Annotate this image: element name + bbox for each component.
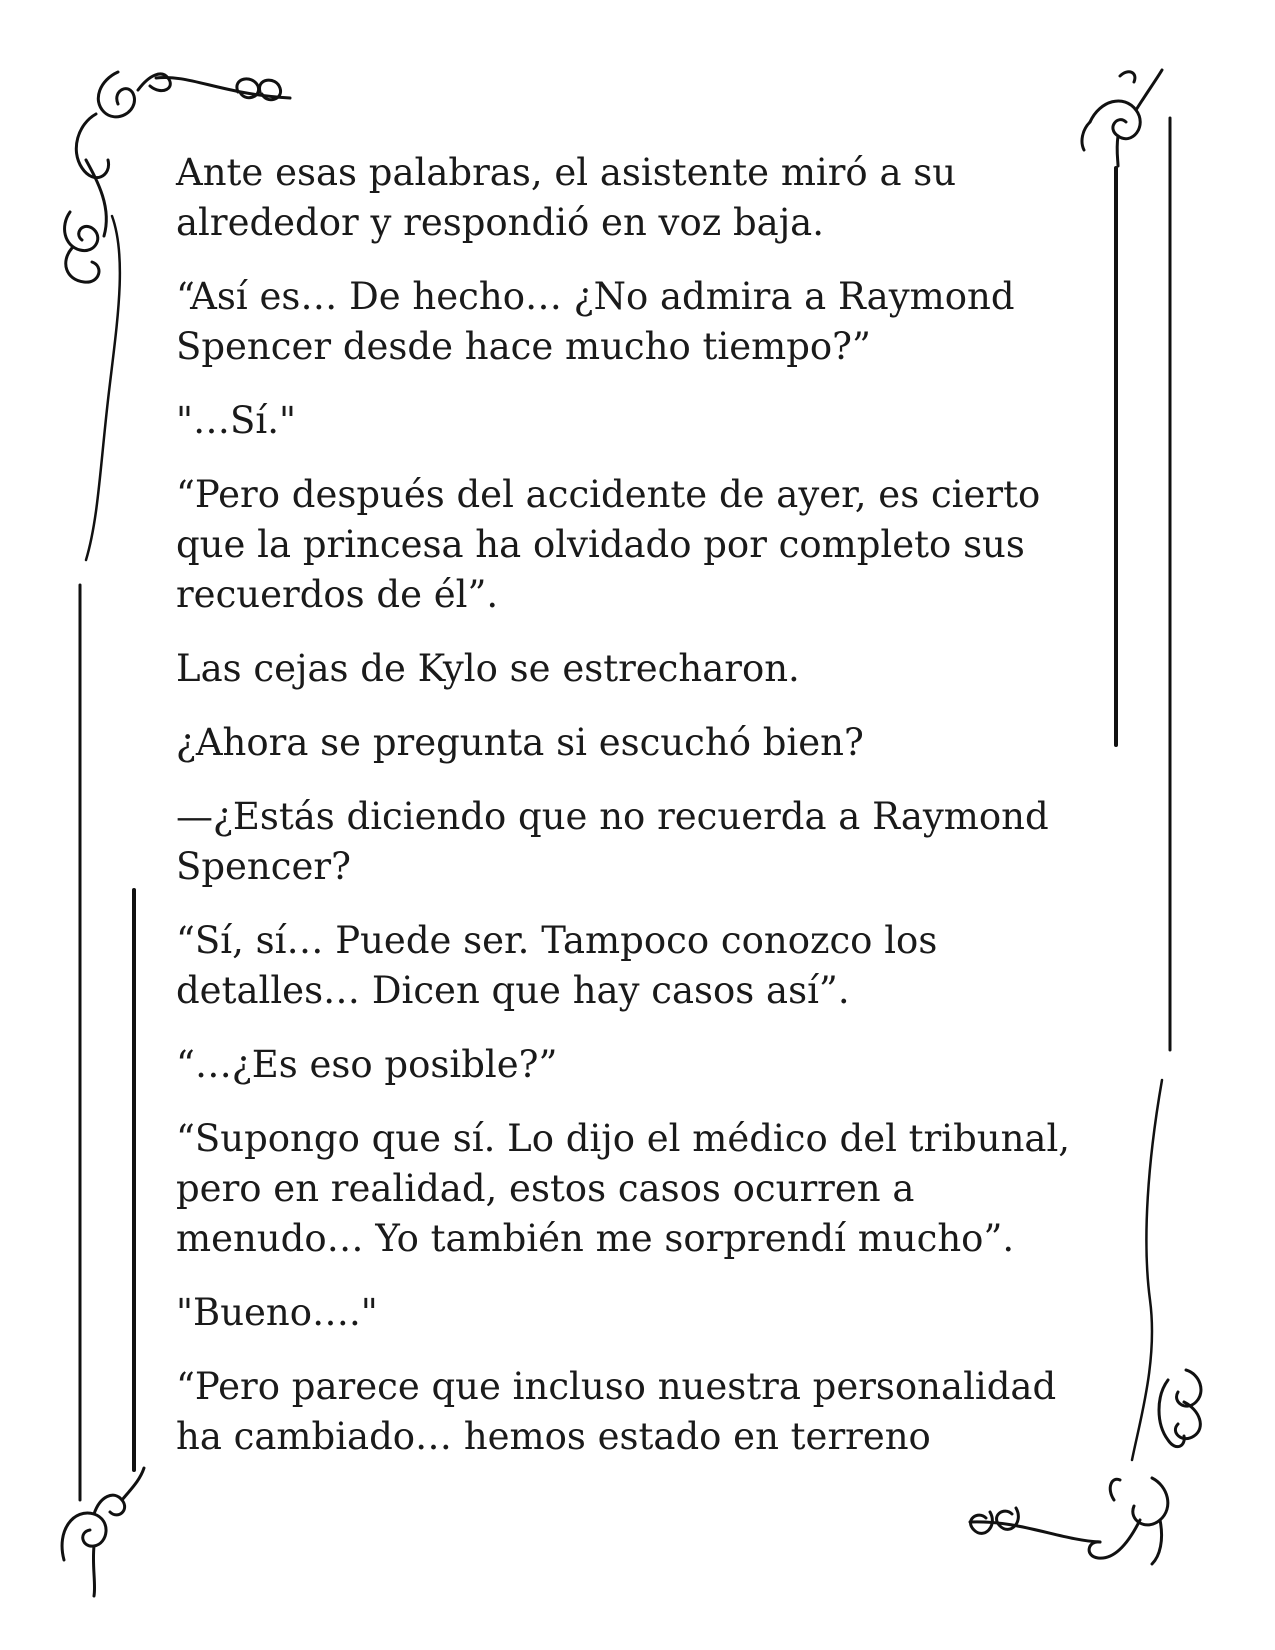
paragraph: “Supongo que sí. Lo dijo el médico del tribunal, pero en realidad, estos casos ocurren a menudo… Yo también me sorprendí mucho”. bbox=[176, 1117, 1071, 1260]
paragraph: “Así es… De hecho… ¿No admira a Raymond Spencer desde hace mucho tiempo?” bbox=[176, 275, 1015, 368]
paragraph: “Pero parece que incluso nuestra personalidad ha cambiado… hemos estado en terreno bbox=[176, 1365, 1057, 1458]
paragraph: —¿Estás diciendo que no recuerda a Raymond Spencer? bbox=[176, 795, 1049, 888]
flourish-bottom-left bbox=[62, 1468, 144, 1596]
paragraph: "Bueno…." bbox=[176, 1291, 378, 1334]
paragraph: "…Sí." bbox=[176, 399, 296, 442]
paragraph: ¿Ahora se pregunta si escuchó bien? bbox=[176, 721, 864, 764]
paragraph: “…¿Es eso posible?” bbox=[176, 1043, 558, 1086]
paragraph: “Sí, sí… Puede ser. Tampoco conozco los detalles… Dicen que hay casos así”. bbox=[176, 919, 938, 1012]
paragraph: Las cejas de Kylo se estrecharon. bbox=[176, 647, 800, 690]
paragraph: “Pero después del accidente de ayer, es cierto que la princesa ha olvidado por completo sus recuerdos de él”. bbox=[176, 473, 1041, 616]
paragraph: Ante esas palabras, el asistente miró a su alrededor y respondió en voz baja. bbox=[176, 151, 957, 244]
body-text bbox=[176, 148, 1096, 1486]
